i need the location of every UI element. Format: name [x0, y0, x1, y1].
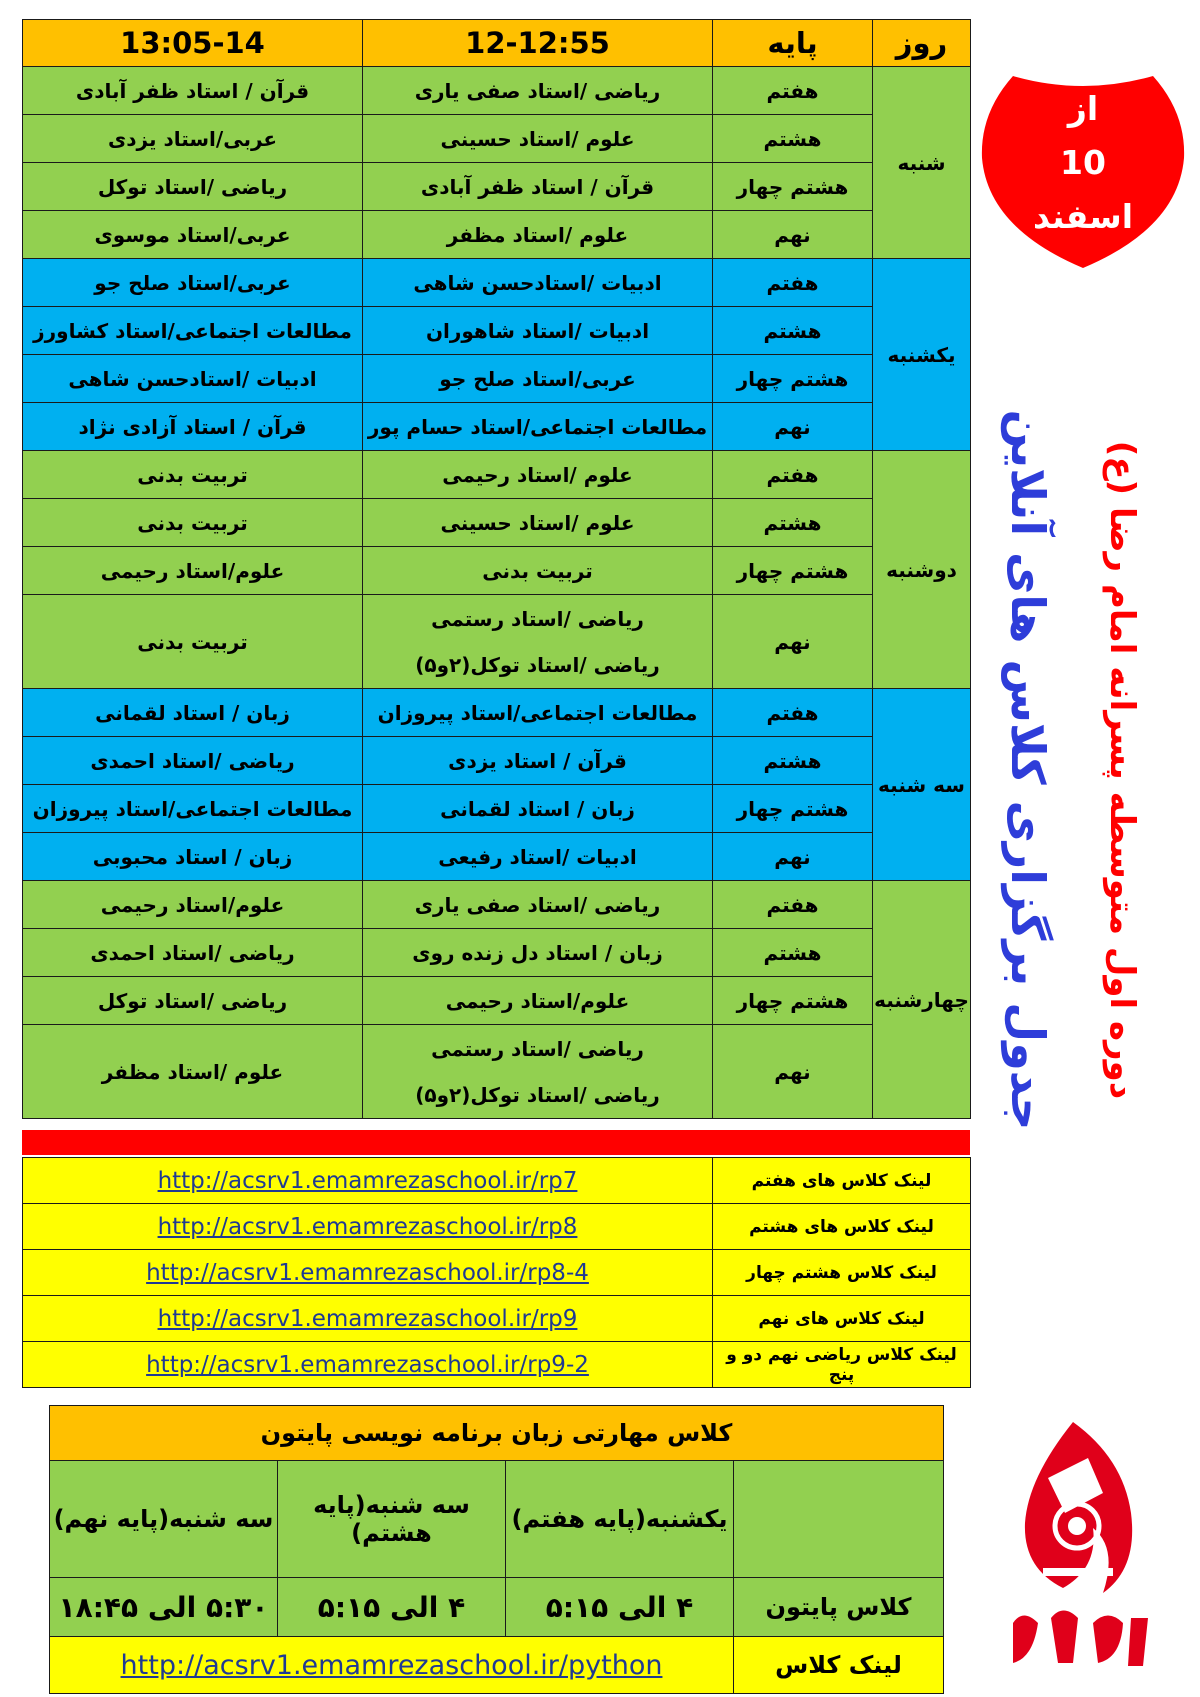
slot1-cell: زبان / استاد دل زنده روی: [363, 929, 713, 977]
grade-cell: هشتم: [713, 737, 873, 785]
link-row: [23, 1158, 971, 1204]
slot2-cell: زبان / استاد لقمانی: [23, 689, 363, 737]
slot2-cell: مطالعات اجتماعی/استاد کشاورز: [23, 307, 363, 355]
python-title-row: [50, 1406, 944, 1461]
link-label: لینک کلاس ریاضی نهم دو و پنج: [713, 1342, 971, 1388]
link-label: لینک کلاس های هشتم: [713, 1204, 971, 1250]
grade-cell: نهم: [713, 833, 873, 881]
side-title-main: جدول برگزاری کلاس های آنلاین: [1001, 409, 1055, 1131]
table-row: [23, 451, 971, 499]
grade-cell: هشتم چهار: [713, 547, 873, 595]
table-row: [23, 163, 971, 211]
grade-cell: هشتم چهار: [713, 785, 873, 833]
python-days-row: [50, 1461, 944, 1578]
slot2-cell: علوم/استاد رحیمی: [23, 547, 363, 595]
slot2-cell: عربی/استاد صلح جو: [23, 259, 363, 307]
python-day-cell: یکشنبه(پایه هفتم): [506, 1461, 734, 1578]
header-day: روز: [873, 20, 971, 67]
slot2-cell: تربیت بدنی: [23, 595, 363, 689]
table-row: [23, 259, 971, 307]
badge-line1: از: [1067, 89, 1099, 128]
grade-cell: نهم: [713, 403, 873, 451]
slot1-cell: مطالعات اجتماعی/استاد حسام پور: [363, 403, 713, 451]
table-row: [23, 1025, 971, 1119]
table-row: [23, 211, 971, 259]
link-label: لینک کلاس های نهم: [713, 1296, 971, 1342]
grade-cell: هفتم: [713, 67, 873, 115]
table-row: [23, 67, 971, 115]
slot1-cell: علوم /استاد رحیمی: [363, 451, 713, 499]
school-logo-icon: [1003, 1418, 1153, 1676]
link-url[interactable]: http://acsrv1.emamrezaschool.ir/rp9: [23, 1296, 713, 1342]
table-row: [23, 881, 971, 929]
link-row: [23, 1296, 971, 1342]
slot1-cell: مطالعات اجتماعی/استاد پیروزان: [363, 689, 713, 737]
slot1-cell: قرآن / استاد یزدی: [363, 737, 713, 785]
grade-cell: نهم: [713, 595, 873, 689]
day-cell: شنبه: [873, 67, 971, 259]
slot1-cell: [363, 1025, 713, 1119]
slot2-cell: تربیت بدنی: [23, 451, 363, 499]
header-slot2: 13:05-14: [23, 20, 363, 67]
badge-text: [978, 82, 1188, 244]
table-row: [23, 307, 971, 355]
slot1-cell: تربیت بدنی: [363, 547, 713, 595]
slot2-cell: ادبیات /استادحسن شاهی: [23, 355, 363, 403]
schedule-header-row: [23, 20, 971, 67]
grade-cell: هشتم چهار: [713, 977, 873, 1025]
link-row: [23, 1204, 971, 1250]
slot1-cell: علوم /استاد مظفر: [363, 211, 713, 259]
slot2-cell: زبان / استاد محبوبی: [23, 833, 363, 881]
slot2-cell: قرآن / استاد ظفر آبادی: [23, 67, 363, 115]
red-divider: [22, 1130, 970, 1155]
links-table: [22, 1157, 971, 1388]
day-cell: چهارشنبه: [873, 881, 971, 1119]
grade-cell: نهم: [713, 211, 873, 259]
table-row: [23, 833, 971, 881]
slot1-cell: علوم /استاد حسینی: [363, 499, 713, 547]
grade-cell: هشتم: [713, 115, 873, 163]
table-row: [23, 499, 971, 547]
slot2-cell: عربی/استاد یزدی: [23, 115, 363, 163]
python-day-cell: سه شنبه(پایه هشتم): [278, 1461, 506, 1578]
schedule-table: [22, 19, 971, 1119]
slot2-cell: ریاضی /استاد توکل: [23, 977, 363, 1025]
grade-cell: هشتم: [713, 499, 873, 547]
slot1-line2: ریاضی /استاد توکل(۲و۵): [415, 652, 660, 677]
slot2-cell: ریاضی /استاد احمدی: [23, 929, 363, 977]
table-row: [23, 595, 971, 689]
python-time-cell: ۵:۳۰ الی ۱۸:۴۵: [50, 1578, 278, 1637]
python-time-cell: ۴ الی ۵:۱۵: [506, 1578, 734, 1637]
slot1-cell: ادبیات /استاد رفیعی: [363, 833, 713, 881]
slot1-cell: علوم /استاد حسینی: [363, 115, 713, 163]
slot1-line1: ریاضی /استاد رستمی: [431, 1036, 644, 1061]
table-row: [23, 689, 971, 737]
slot2-cell: تربیت بدنی: [23, 499, 363, 547]
slot1-cell: زبان / استاد لقمانی: [363, 785, 713, 833]
python-link-url[interactable]: http://acsrv1.emamrezaschool.ir/python: [50, 1637, 734, 1694]
link-row: [23, 1342, 971, 1388]
python-day-cell: سه شنبه(پایه نهم): [50, 1461, 278, 1578]
slot2-cell: علوم /استاد مظفر: [23, 1025, 363, 1119]
table-row: [23, 737, 971, 785]
link-url[interactable]: http://acsrv1.emamrezaschool.ir/rp7: [23, 1158, 713, 1204]
table-row: [23, 785, 971, 833]
side-title-sub: دوره اول متوسطه پسرانه امام رضا (ع): [1102, 440, 1142, 1100]
slot2-cell: علوم/استاد رحیمی: [23, 881, 363, 929]
python-empty-cell: [734, 1461, 944, 1578]
python-class-table: [49, 1405, 944, 1694]
day-cell: سه شنبه: [873, 689, 971, 881]
slot1-line2: ریاضی /استاد توکل(۲و۵): [415, 1082, 660, 1107]
python-link-label: لینک کلاس: [734, 1637, 944, 1694]
day-cell: یکشنبه: [873, 259, 971, 451]
python-title: کلاس مهارتی زبان برنامه نویسی پایتون: [50, 1406, 944, 1461]
day-cell: دوشنبه: [873, 451, 971, 689]
table-row: [23, 115, 971, 163]
slot2-cell: ریاضی /استاد احمدی: [23, 737, 363, 785]
grade-cell: هفتم: [713, 451, 873, 499]
link-url[interactable]: http://acsrv1.emamrezaschool.ir/rp8-4: [23, 1250, 713, 1296]
slot1-cell: عربی/استاد صلح جو: [363, 355, 713, 403]
slot1-cell: [363, 595, 713, 689]
slot1-cell: ادبیات /استاد شاهوران: [363, 307, 713, 355]
python-times-row: [50, 1578, 944, 1637]
link-url[interactable]: http://acsrv1.emamrezaschool.ir/rp8: [23, 1204, 713, 1250]
slot2-cell: عربی/استاد موسوی: [23, 211, 363, 259]
python-link-row: [50, 1637, 944, 1694]
badge-line3: اسفند: [1032, 197, 1134, 236]
link-label: لینک کلاس های هفتم: [713, 1158, 971, 1204]
python-time-cell: ۴ الی ۵:۱۵: [278, 1578, 506, 1637]
grade-cell: هفتم: [713, 259, 873, 307]
slot1-cell: قرآن / استاد ظفر آبادی: [363, 163, 713, 211]
grade-cell: هشتم چهار: [713, 163, 873, 211]
table-row: [23, 355, 971, 403]
slot1-cell: ریاضی /استاد صفی یاری: [363, 881, 713, 929]
grade-cell: هشتم: [713, 307, 873, 355]
grade-cell: هفتم: [713, 689, 873, 737]
slot2-cell: مطالعات اجتماعی/استاد پیروزان: [23, 785, 363, 833]
link-label: لینک کلاس هشتم چهار: [713, 1250, 971, 1296]
grade-cell: هشتم: [713, 929, 873, 977]
grade-cell: هشتم چهار: [713, 355, 873, 403]
table-row: [23, 547, 971, 595]
slot1-line1: ریاضی /استاد رستمی: [431, 606, 644, 631]
link-url[interactable]: http://acsrv1.emamrezaschool.ir/rp9-2: [23, 1342, 713, 1388]
table-row: [23, 977, 971, 1025]
header-slot1: 12-12:55: [363, 20, 713, 67]
slot1-cell: ادبیات /استادحسن شاهی: [363, 259, 713, 307]
table-row: [23, 929, 971, 977]
grade-cell: نهم: [713, 1025, 873, 1119]
link-row: [23, 1250, 971, 1296]
slot2-cell: قرآن / استاد آزادی نژاد: [23, 403, 363, 451]
table-row: [23, 403, 971, 451]
badge-line2: 10: [1060, 143, 1106, 182]
python-row-label: کلاس پایتون: [734, 1578, 944, 1637]
header-grade: پایه: [713, 20, 873, 67]
grade-cell: هفتم: [713, 881, 873, 929]
slot2-cell: ریاضی /استاد توکل: [23, 163, 363, 211]
slot1-cell: ریاضی /استاد صفی یاری: [363, 67, 713, 115]
slot1-cell: علوم/استاد رحیمی: [363, 977, 713, 1025]
